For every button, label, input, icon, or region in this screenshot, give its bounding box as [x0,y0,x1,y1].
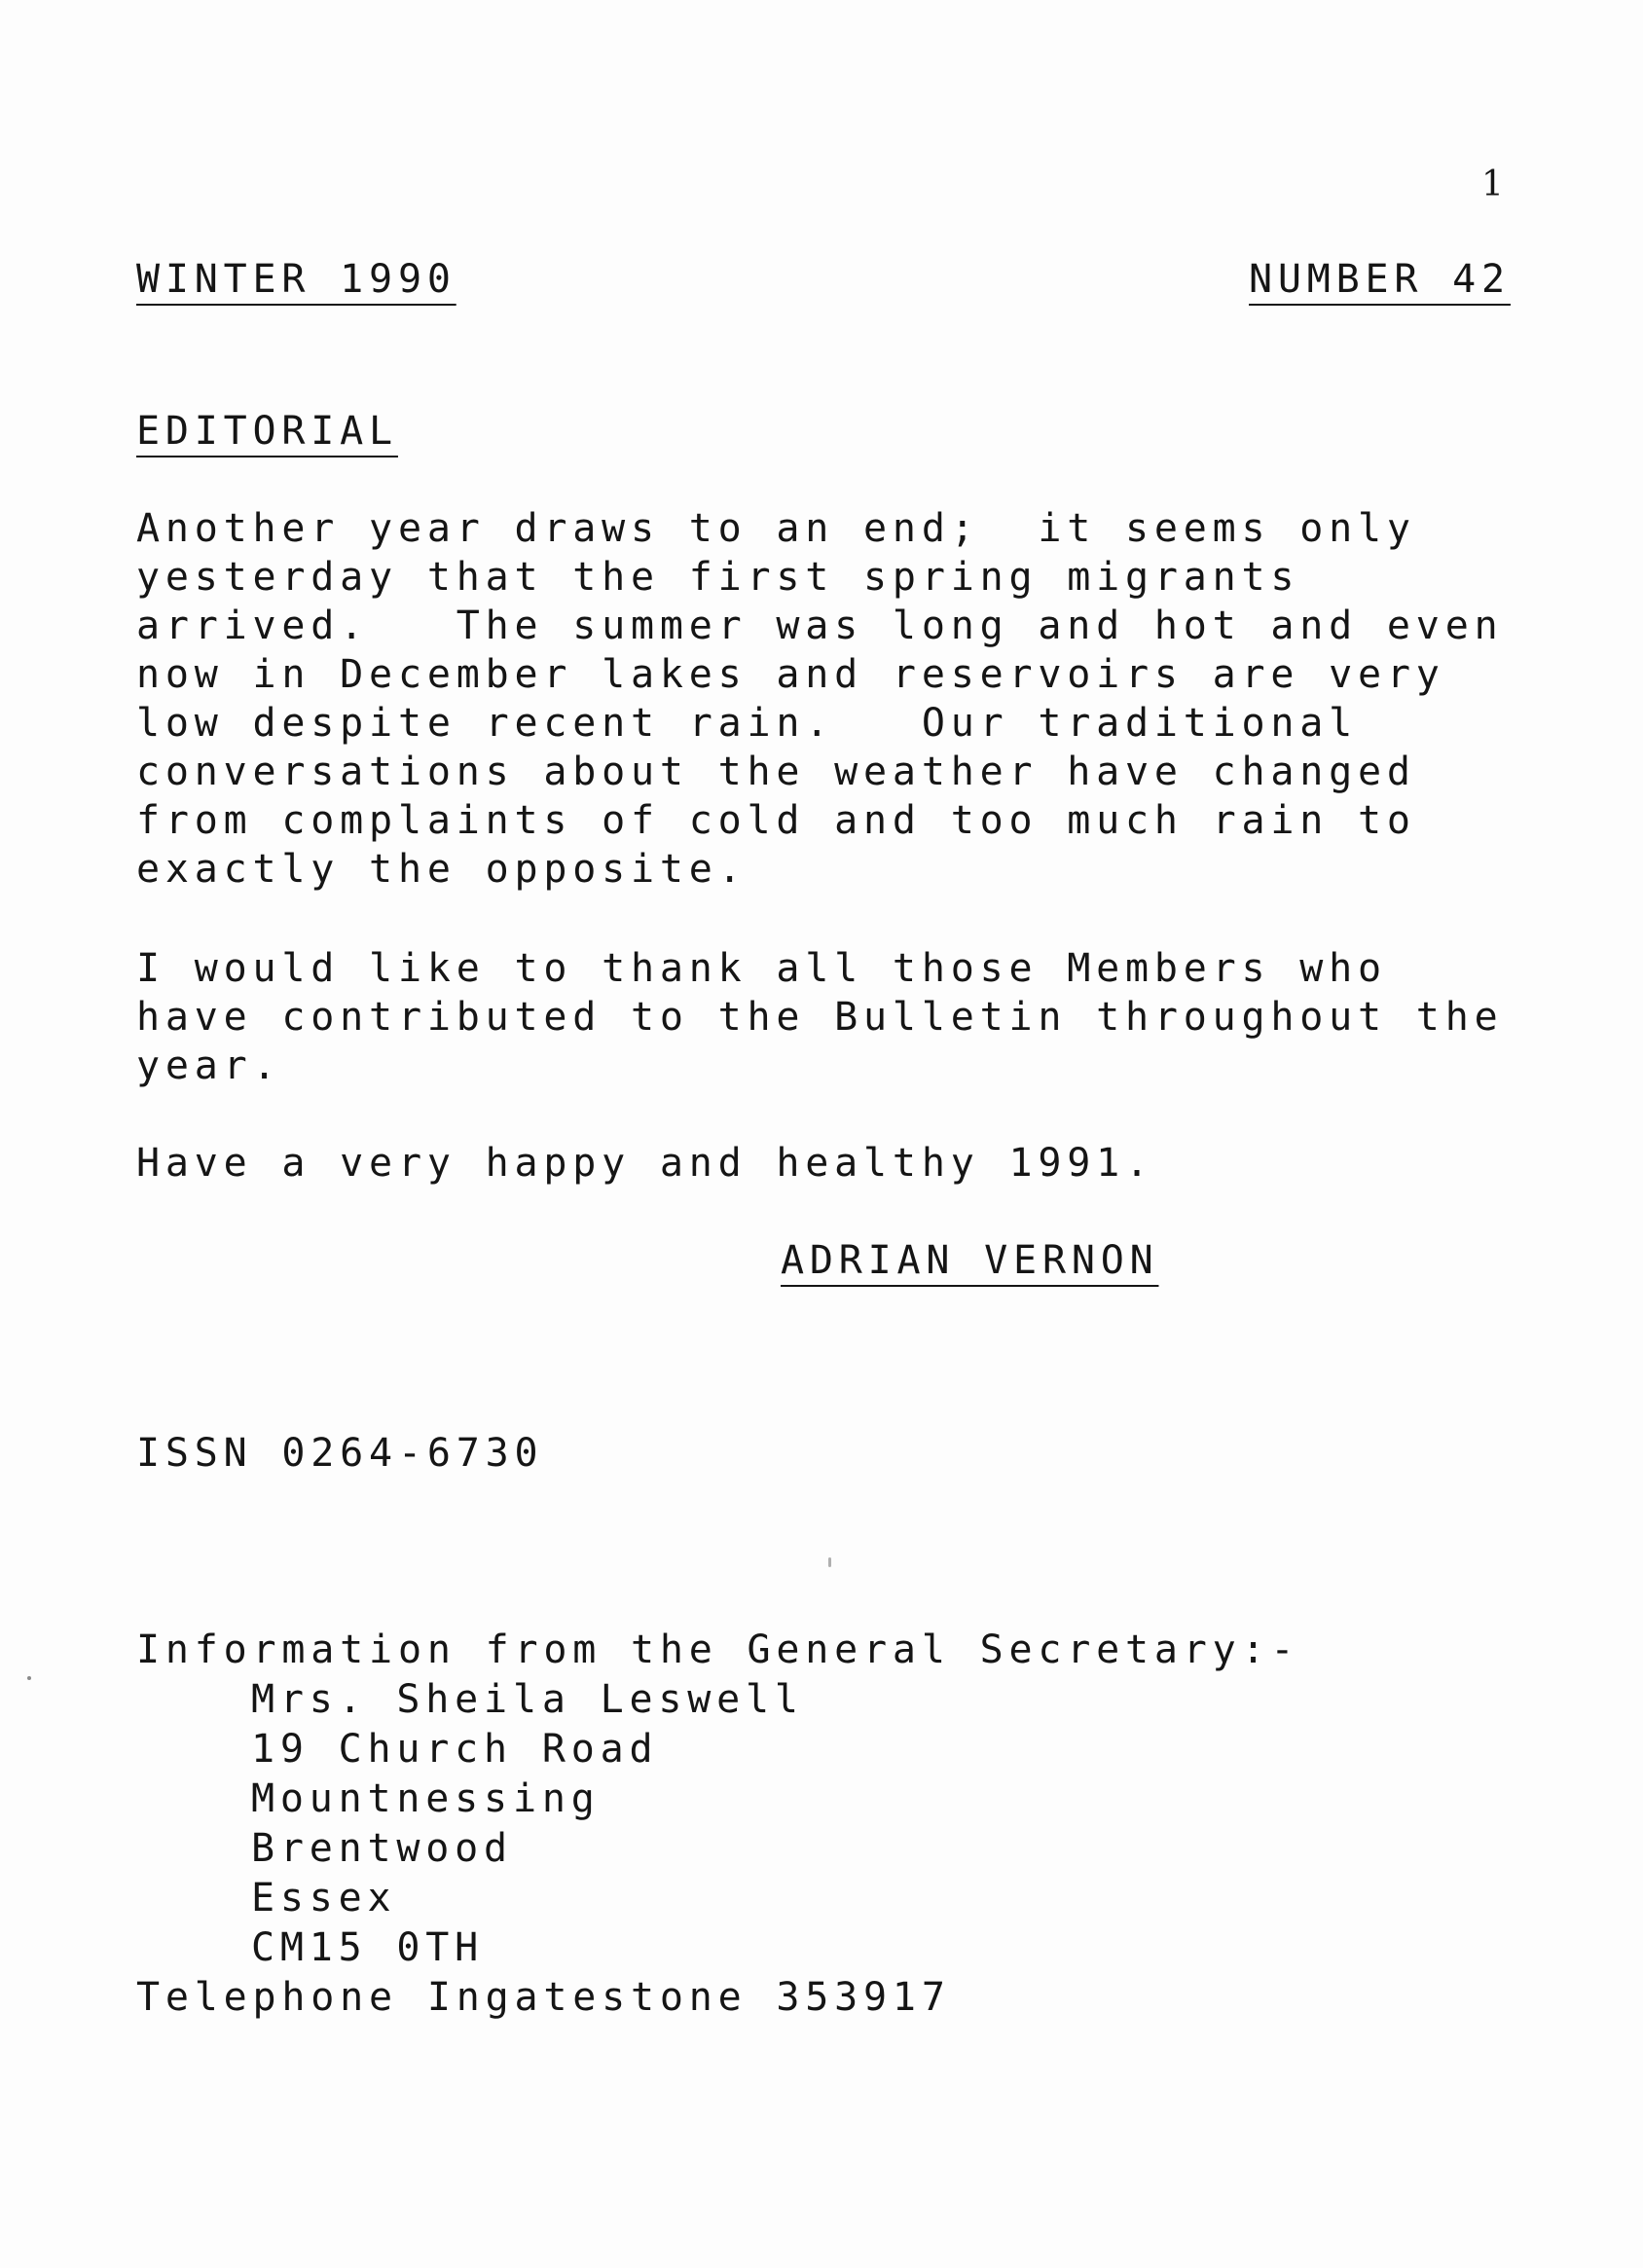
text-line: low despite recent rain. Our traditional [136,701,1359,746]
text-line: from complaints of cold and too much rain to [136,798,1416,843]
editorial-paragraph-1 [136,504,1503,894]
contact-town: Brentwood [251,1826,513,1871]
contact-street: 19 Church Road [251,1727,659,1772]
issue-season: WINTER 1990 [136,257,456,302]
text-line: I would like to thank all those Members who [136,946,1387,991]
text-line: exactly the opposite. [136,847,748,892]
contact-block [136,1626,1299,2023]
text-line: Another year draws to an end; it seems only [136,506,1416,551]
editorial-paragraph-3: Have a very happy and healthy 1991. [136,1141,1154,1186]
text-line: now in December lakes and reservoirs are very [136,652,1445,697]
text-line: yesterday that the first spring migrants [136,555,1300,600]
scan-speck [828,1557,831,1567]
contact-telephone: Telephone Ingatestone 353917 [136,1975,951,2020]
page-number: 1 [1481,165,1504,204]
editorial-heading: EDITORIAL [136,409,398,454]
contact-postcode: CM15 0TH [251,1925,485,1970]
editorial-paragraph-2 [136,944,1503,1090]
contact-village: Mountnessing [251,1776,601,1821]
text-line: conversations about the weather have changed [136,750,1416,794]
scan-speck [27,1676,31,1680]
text-line: have contributed to the Bulletin throughout the [136,995,1504,1040]
text-line: year. [136,1043,282,1088]
contact-intro: Information from the General Secretary:- [136,1628,1300,1672]
issue-number: NUMBER 42 [1249,257,1511,302]
issn-number: ISSN 0264-6730 [136,1431,544,1476]
editorial-signature: ADRIAN VERNON [781,1238,1159,1283]
contact-name: Mrs. Sheila Leswell [251,1677,804,1722]
text-line: arrived. The summer was long and hot and even [136,604,1504,648]
contact-county: Essex [251,1876,397,1920]
